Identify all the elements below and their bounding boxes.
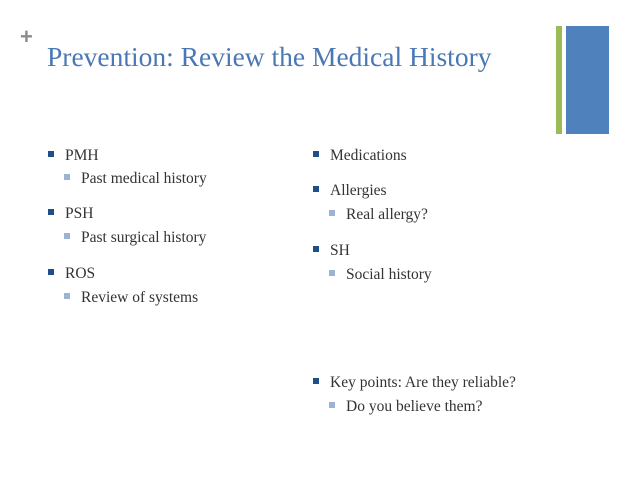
sub-bullet-square-icon [64, 174, 70, 180]
sub-bullet-square-icon [329, 210, 335, 216]
bullet-label: PMH [65, 147, 99, 164]
bullet-label: SH [330, 242, 350, 259]
bullet-item-ros [48, 266, 95, 282]
sub-bullet-item [64, 290, 198, 306]
sub-bullet-item [329, 267, 432, 283]
bullet-label: ROS [65, 265, 96, 282]
bullet-item-key-points [313, 375, 516, 391]
bullet-square-icon [313, 378, 319, 384]
bullet-label: Allergies [330, 182, 387, 199]
sub-bullet-label: Social history [346, 266, 432, 283]
accent-bar-blue [566, 26, 609, 134]
sub-bullet-item [64, 230, 206, 246]
bullet-label: Medications [330, 147, 407, 164]
sub-bullet-square-icon [329, 270, 335, 276]
bullet-square-icon [313, 246, 319, 252]
sub-bullet-square-icon [64, 233, 70, 239]
sub-bullet-item [329, 399, 482, 415]
bullet-square-icon [313, 186, 319, 192]
sub-bullet-square-icon [64, 293, 70, 299]
bullet-item-psh [48, 206, 93, 222]
slide-title: Prevention: Review the Medical History [47, 41, 492, 72]
bullet-square-icon [48, 151, 54, 157]
bullet-square-icon [48, 269, 54, 275]
bullet-square-icon [313, 151, 319, 157]
sub-bullet-label: Past surgical history [81, 229, 207, 246]
bullet-label: Key points: Are they reliable? [330, 374, 516, 391]
bullet-item-pmh [48, 148, 99, 164]
sub-bullet-label: Real allergy? [346, 206, 428, 223]
sub-bullet-square-icon [329, 402, 335, 408]
sub-bullet-item [64, 171, 207, 187]
bullet-square-icon [48, 209, 54, 215]
sub-bullet-label: Do you believe them? [346, 398, 483, 415]
bullet-label: PSH [65, 205, 94, 222]
sub-bullet-item [329, 207, 428, 223]
bullet-item-allergies [313, 183, 387, 199]
bullet-item-medications [313, 148, 407, 164]
sub-bullet-label: Past medical history [81, 170, 207, 187]
plus-icon: + [20, 24, 33, 49]
sub-bullet-label: Review of systems [81, 289, 199, 306]
accent-bar-green [556, 26, 562, 134]
bullet-item-sh [313, 243, 350, 259]
